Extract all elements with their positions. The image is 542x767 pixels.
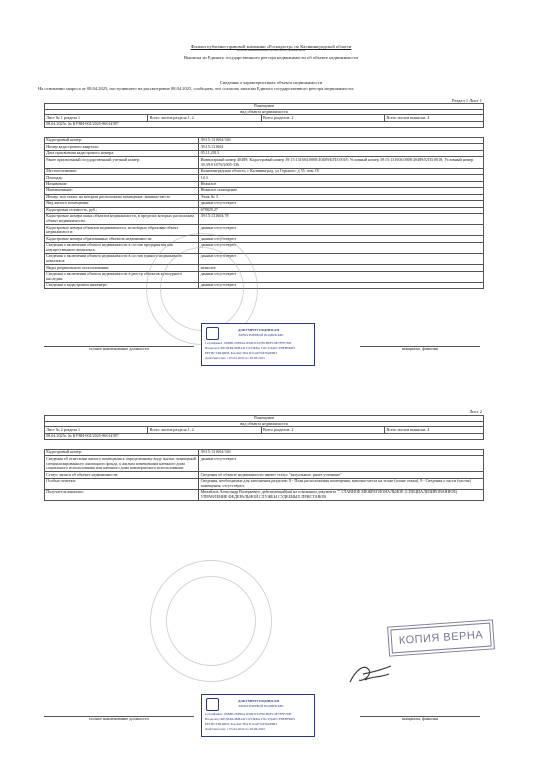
field-value: данные отсутствуют xyxy=(199,201,484,207)
statement-sheets-total: Всего листов выписки: 4 xyxy=(385,427,484,433)
table-row xyxy=(45,478,484,489)
field-value: данные отсутствуют xyxy=(199,254,484,265)
table-row xyxy=(45,254,484,265)
stamp-title: ДОКУМЕНТ ПОДПИСАН xyxy=(238,328,280,332)
e-signature-stamp xyxy=(201,323,315,366)
sections-total: Всего разделов: 2 xyxy=(261,115,384,121)
document-number: 08.04.2025г. № КУВИ-001/2025-86014587 xyxy=(45,433,484,439)
stamp-owner-cont: РЕГИСТРАЦИИ, КАДАСТРА И КАРТОГРАФИИ xyxy=(205,722,277,726)
copy-certified-stamp xyxy=(387,619,495,656)
field-value: 39:15:131604:526 xyxy=(199,450,484,456)
field-value: Инвентарный номер 40489; Кадастровый номер 39:15:131604:0008:40489/Б/П3:0018; Условный номер 39:15:131604:0008:40489/Б/П3:0018; Условный номер 39:39:01/076/2005-336 xyxy=(199,157,484,168)
table-row xyxy=(45,157,484,168)
table-row xyxy=(45,271,484,282)
field-value: данные отсутствуют xyxy=(199,271,484,282)
field-label: Сведения о включении объекта недвижимости в реестр объектов культурного наследия: xyxy=(45,271,199,282)
field-label: Кадастровые номера иных объектов недвижимости, в пределах которых расположен объект недвижимости: xyxy=(45,214,199,225)
field-value: 39:15:131604:78 xyxy=(199,214,484,225)
field-label: Номер, тип этажа, на котором расположено помещение, машино-место xyxy=(45,194,199,200)
section-title: Сведения о характеристиках объекта недвижимости xyxy=(219,80,323,85)
field-label: Вид жилого помещения: xyxy=(45,201,199,207)
field-value: Сведения, необходимые для заполнения разделов: 8 - План расположения помещения, машино-места на этаже (плане этажа), 9 - Сведения о части (частях) помещения, отсутствуют. xyxy=(199,478,484,489)
field-label: Сведения о включении объекта недвижимости в состав предприятия как имущественного комплекса: xyxy=(45,242,199,253)
field-label: Наименование: xyxy=(45,188,199,194)
table-row xyxy=(45,490,484,501)
seal-watermark-inner xyxy=(160,247,244,331)
stamp-validity: Действителен: с 05.04.2024 по 28.06.2025 xyxy=(205,356,265,360)
sections-total: Всего разделов: 2 xyxy=(261,427,384,433)
stamp-validity: Действителен: с 05.04.2024 по 28.06.2025 xyxy=(205,727,265,731)
field-label: Дата присвоения кадастрового номера: xyxy=(45,150,199,156)
field-value: нежилое xyxy=(199,265,484,271)
field-label: Номер кадастрового квартала: xyxy=(45,144,199,150)
field-value: 39:15:131604 xyxy=(199,144,484,150)
table-row xyxy=(45,225,484,236)
object-type-caption: вид объекта недвижимости xyxy=(45,109,483,115)
field-value: данные отсутствуют xyxy=(199,225,484,236)
table-row xyxy=(45,242,484,253)
table-row xyxy=(45,282,484,288)
field-value: Нежилое xyxy=(199,181,484,187)
field-label: Ранее присвоенный государственный учетный номер: xyxy=(45,157,199,168)
stamp-owner: Владелец: ФЕДЕРАЛЬНАЯ СЛУЖБА ГОСУДАРСТВЕННОЙ xyxy=(205,346,295,350)
section-label: Раздел 1 Лист 1 xyxy=(451,98,482,103)
field-value: Нежилое помещение xyxy=(199,188,484,194)
field-label: Особые отметки: xyxy=(45,478,199,489)
emblem-icon xyxy=(206,698,219,711)
organization-name: Филиал публично-правовой компании «Роскадастр» по Калининградской области xyxy=(190,44,352,49)
stamp-owner-cont: РЕГИСТРАЦИИ, КАДАСТРА И КАРТОГРАФИИ xyxy=(205,351,277,355)
field-label: Кадастровая стоимость, руб.: xyxy=(45,207,199,213)
sign-name-caption: инициалы, фамилия xyxy=(402,346,438,351)
field-label: Кадастровый номер: xyxy=(45,138,199,144)
page1-header-table xyxy=(44,103,484,128)
field-value: данные отсутствуют xyxy=(199,236,484,242)
field-label: Площадь: xyxy=(45,175,199,181)
field-label: Виды разрешенного использования: xyxy=(45,265,199,271)
stamp-subtitle: ЭЛЕКТРОННОЙ ПОДПИСЬЮ xyxy=(238,704,284,708)
sheet-number: Лист № 2 раздела 1 xyxy=(45,427,148,433)
object-type-caption: вид объекта недвижимости xyxy=(45,421,483,427)
sign-position-caption: полное наименование должности xyxy=(89,346,149,351)
field-label: Статус записи об объекте недвижимости: xyxy=(45,472,199,478)
sheets-in-section: Всего листов раздела 1: 2 xyxy=(148,115,261,121)
stamp-owner: Владелец: ФЕДЕРАЛЬНАЯ СЛУЖБА ГОСУДАРСТВЕННОЙ xyxy=(205,717,295,721)
field-label: Назначение: xyxy=(45,181,199,187)
field-label: Получатель выписки: xyxy=(45,490,199,501)
field-value: данные отсутствуют xyxy=(199,242,484,253)
stamp-subtitle: ЭЛЕКТРОННОЙ ПОДПИСЬЮ xyxy=(238,333,284,337)
field-value: Михайлов Александр Валерьевич, действующий(ая) на основании документа "" ГЛАВНОЕ МЕЖРЕГИОНАЛЬНОЕ (СПЕЦИАЛИЗИРОВАННОЕ) УПРАВЛЕНИЕ ФЕДЕРАЛЬНОЙ СЛУЖБЫ СУДЕБНЫХ ПРИСТАВОВ xyxy=(199,490,484,501)
field-label: Сведения об отнесении жилого помещения к определенному виду жилых помещений специализированного жилищного фонда, к жилым помещениям наемного дома социального использования или наемного дома коммерческого использования: xyxy=(45,456,199,472)
field-label: Кадастровые номера объектов недвижимости, из которых образован объект недвижимости: xyxy=(45,225,199,236)
field-value: данные отсутствуют xyxy=(199,456,484,472)
sign-position-caption: полное наименование должности xyxy=(89,716,149,721)
page1-data-table xyxy=(44,137,484,289)
table-row xyxy=(45,456,484,472)
field-value: 05.11.2013 xyxy=(199,150,484,156)
statement-sheets-total: Всего листов выписки: 4 xyxy=(385,115,484,121)
field-value: Калининградская область, г Калининград, ул Горького, д 55, пом 18 xyxy=(199,168,484,174)
sheet-number: Лист № 1 раздела 1 xyxy=(45,115,148,121)
field-label: Местоположение: xyxy=(45,168,199,174)
field-value: Этаж № 3 xyxy=(199,194,484,200)
field-label: Кадастровый номер: xyxy=(45,450,199,456)
stamp-certificate: Сертификат: 00BBC26F66A1E6D3CD7BCB6FC4E7FFE7DE xyxy=(205,712,292,716)
statement-title: Выписка из Единого государственного реестра недвижимости об объекте недвижимости xyxy=(184,55,358,60)
field-value: Сведения об объекте недвижимости имеют статус "актуальные, ранее учтенные" xyxy=(199,472,484,478)
sheets-in-section: Всего листов раздела 1: 2 xyxy=(148,427,261,433)
field-label: Сведения о включении объекта недвижимости в состав единого недвижимого комплекса: xyxy=(45,254,199,265)
stamp-certificate: Сертификат: 00BBC26F66A1E6D3CD7BCB6FC4E7FFE7DE xyxy=(205,341,292,345)
field-value: 14.3 xyxy=(199,175,484,181)
basis-text: На основании запроса от 08.04.2025, поступившего на рассмотрение 08.04.2025, сообщаем, что согласно записям Единого государственного реестра недвижимости: xyxy=(38,86,355,91)
sign-name-caption: инициалы, фамилия xyxy=(402,716,438,721)
emblem-icon xyxy=(206,327,219,340)
stamp-title: ДОКУМЕНТ ПОДПИСАН xyxy=(238,699,280,703)
e-signature-stamp xyxy=(201,694,315,737)
page2-data-table xyxy=(44,449,484,501)
table-row xyxy=(45,214,484,225)
page2-sheet-label: Лист 2 xyxy=(469,409,482,414)
field-value: 678829.27 xyxy=(199,207,484,213)
field-value: данные отсутствуют xyxy=(199,282,484,288)
object-type: Помещение xyxy=(253,415,275,420)
field-label: Сведения о кадастровом инженере: xyxy=(45,282,199,288)
page2-header-table xyxy=(44,415,484,440)
document-number: 08.04.2025г. № КУВИ-001/2025-86014587 xyxy=(45,121,484,127)
seal-watermark-inner xyxy=(166,576,256,666)
object-type: Помещение xyxy=(253,103,275,108)
copy-stamp-text: КОПИЯ ВЕРНА xyxy=(390,623,491,654)
field-label: Кадастровые номера образованных объектов недвижимости: xyxy=(45,236,199,242)
handwritten-signature xyxy=(345,660,395,690)
field-value: 39:15:131604:526 xyxy=(199,138,484,144)
organization-caption: полное наименование органа регистрации прав xyxy=(236,48,306,52)
